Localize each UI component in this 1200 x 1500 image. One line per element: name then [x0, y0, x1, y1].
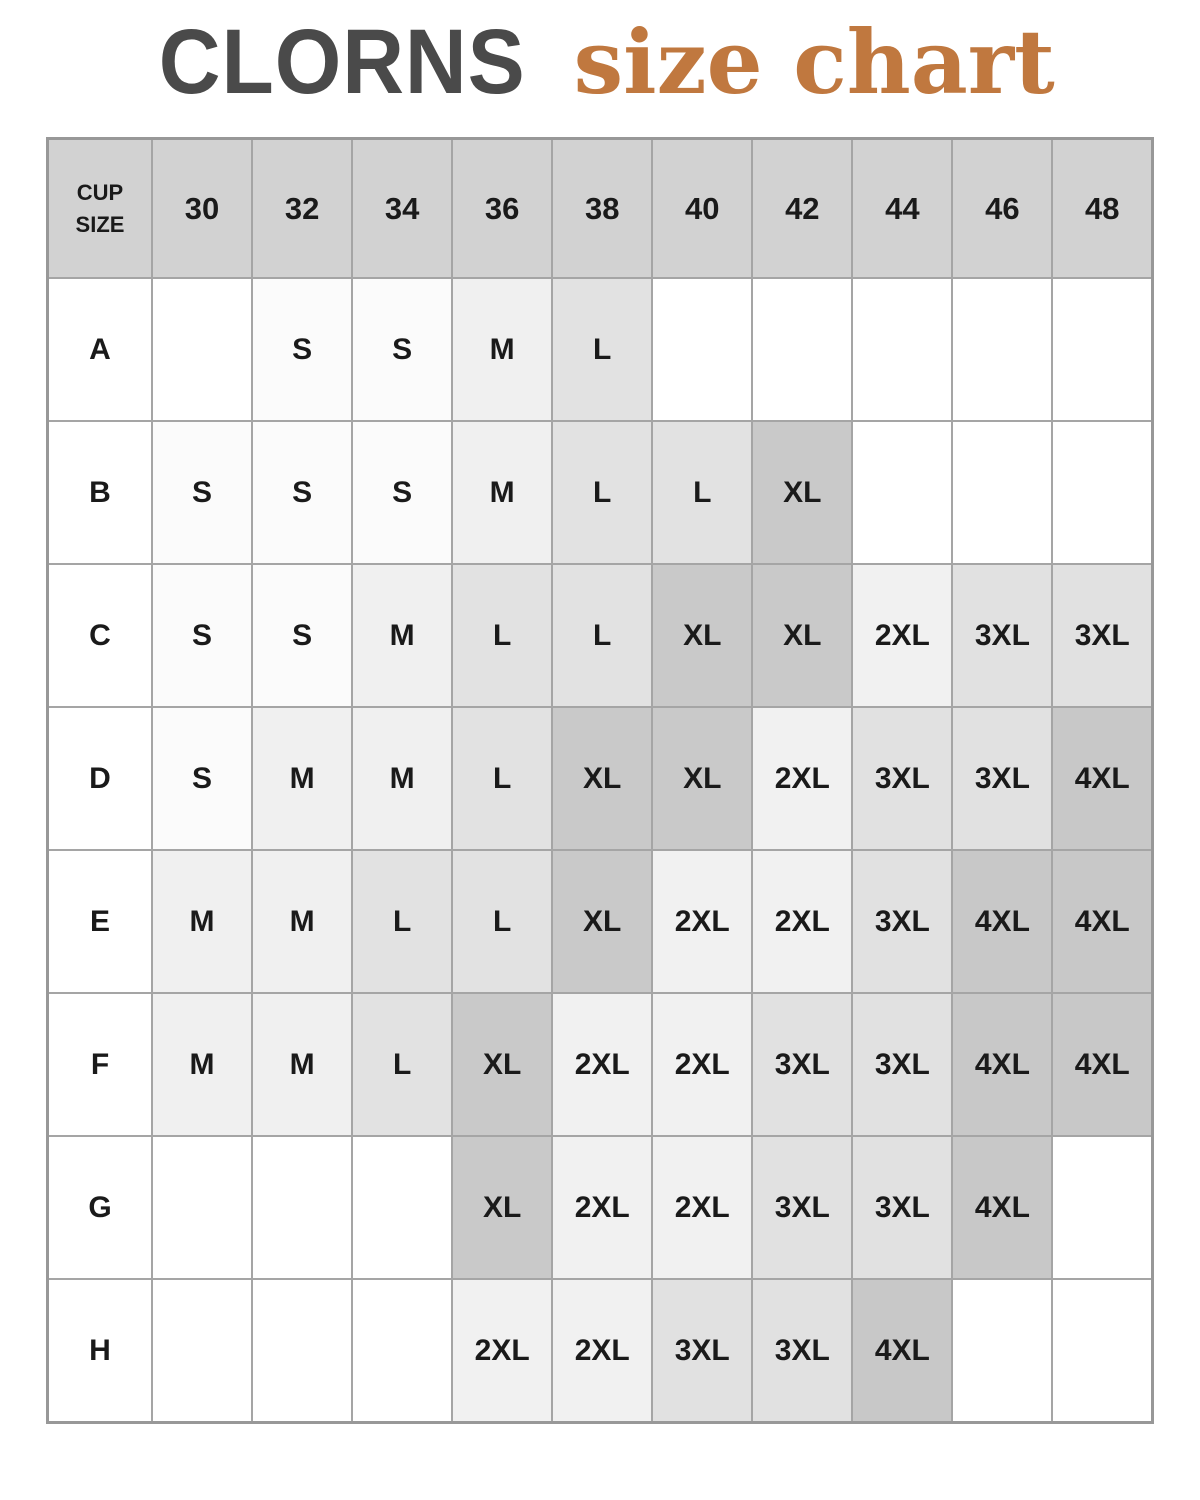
cell-D-38: XL — [552, 707, 652, 850]
cell-C-30: S — [152, 564, 252, 707]
cell-A-42 — [752, 278, 852, 421]
cell-H-42: 3XL — [752, 1279, 852, 1423]
cell-B-38: L — [552, 421, 652, 564]
col-header-40: 40 — [652, 139, 752, 279]
cell-F-32: M — [252, 993, 352, 1136]
cell-C-32: S — [252, 564, 352, 707]
cell-E-30: M — [152, 850, 252, 993]
cell-F-38: 2XL — [552, 993, 652, 1136]
cell-H-36: 2XL — [452, 1279, 552, 1423]
cell-E-38: XL — [552, 850, 652, 993]
cell-G-30 — [152, 1136, 252, 1279]
cell-F-34: L — [352, 993, 452, 1136]
cell-G-34 — [352, 1136, 452, 1279]
cell-D-30: S — [152, 707, 252, 850]
cell-G-46: 4XL — [952, 1136, 1052, 1279]
cell-F-46: 4XL — [952, 993, 1052, 1136]
size-row-A — [48, 278, 1153, 421]
cell-D-40: XL — [652, 707, 752, 850]
size-row-H — [48, 1279, 1153, 1423]
page-subtitle: size chart — [573, 10, 1055, 114]
cell-D-44: 3XL — [852, 707, 952, 850]
cell-A-36: M — [452, 278, 552, 421]
col-header-36: 36 — [452, 139, 552, 279]
cell-E-40: 2XL — [652, 850, 752, 993]
cell-A-38: L — [552, 278, 652, 421]
cell-D-46: 3XL — [952, 707, 1052, 850]
cell-H-32 — [252, 1279, 352, 1423]
cell-G-44: 3XL — [852, 1136, 952, 1279]
cell-B-36: M — [452, 421, 552, 564]
cell-H-44: 4XL — [852, 1279, 952, 1423]
cell-H-40: 3XL — [652, 1279, 752, 1423]
cell-G-48 — [1052, 1136, 1152, 1279]
cell-A-40 — [652, 278, 752, 421]
cell-H-46 — [952, 1279, 1052, 1423]
cell-H-48 — [1052, 1279, 1152, 1423]
cell-A-46 — [952, 278, 1052, 421]
size-row-C — [48, 564, 1153, 707]
cell-F-30: M — [152, 993, 252, 1136]
cell-C-48: 3XL — [1052, 564, 1152, 707]
col-header-46: 46 — [952, 139, 1052, 279]
cell-D-42: 2XL — [752, 707, 852, 850]
row-label-E: E — [48, 850, 153, 993]
row-label-G: G — [48, 1136, 153, 1279]
cell-H-34 — [352, 1279, 452, 1423]
cell-E-34: L — [352, 850, 452, 993]
cell-F-48: 4XL — [1052, 993, 1152, 1136]
col-header-44: 44 — [852, 139, 952, 279]
brand-name: CLORNS — [158, 11, 526, 113]
cell-E-48: 4XL — [1052, 850, 1152, 993]
table-body — [48, 278, 1153, 1423]
col-header-42: 42 — [752, 139, 852, 279]
row-label-H: H — [48, 1279, 153, 1423]
size-chart-table — [46, 137, 1154, 1424]
cell-E-42: 2XL — [752, 850, 852, 993]
cell-E-36: L — [452, 850, 552, 993]
cell-A-32: S — [252, 278, 352, 421]
cell-D-36: L — [452, 707, 552, 850]
cell-B-30: S — [152, 421, 252, 564]
cell-E-46: 4XL — [952, 850, 1052, 993]
cell-B-34: S — [352, 421, 452, 564]
cell-B-32: S — [252, 421, 352, 564]
size-row-F — [48, 993, 1153, 1136]
col-header-30: 30 — [152, 139, 252, 279]
cell-D-34: M — [352, 707, 452, 850]
cell-B-44 — [852, 421, 952, 564]
cell-E-44: 3XL — [852, 850, 952, 993]
row-label-D: D — [48, 707, 153, 850]
table-header — [48, 139, 1153, 279]
cell-A-34: S — [352, 278, 452, 421]
cell-B-40: L — [652, 421, 752, 564]
col-header-34: 34 — [352, 139, 452, 279]
row-label-A: A — [48, 278, 153, 421]
row-label-F: F — [48, 993, 153, 1136]
cell-C-40: XL — [652, 564, 752, 707]
cell-C-46: 3XL — [952, 564, 1052, 707]
cell-F-44: 3XL — [852, 993, 952, 1136]
cell-G-36: XL — [452, 1136, 552, 1279]
cell-H-38: 2XL — [552, 1279, 652, 1423]
cell-C-36: L — [452, 564, 552, 707]
cell-A-48 — [1052, 278, 1152, 421]
cell-D-48: 4XL — [1052, 707, 1152, 850]
cell-B-46 — [952, 421, 1052, 564]
cell-G-42: 3XL — [752, 1136, 852, 1279]
cell-G-40: 2XL — [652, 1136, 752, 1279]
page-title — [0, 10, 1200, 115]
corner-cell-cup-size: CUP SIZE — [48, 139, 153, 279]
row-label-B: B — [48, 421, 153, 564]
size-row-D — [48, 707, 1153, 850]
col-header-48: 48 — [1052, 139, 1152, 279]
cell-C-34: M — [352, 564, 452, 707]
cell-G-32 — [252, 1136, 352, 1279]
cell-F-42: 3XL — [752, 993, 852, 1136]
cell-F-40: 2XL — [652, 993, 752, 1136]
row-label-C: C — [48, 564, 153, 707]
cell-B-48 — [1052, 421, 1152, 564]
cell-F-36: XL — [452, 993, 552, 1136]
cell-C-38: L — [552, 564, 652, 707]
header-row — [48, 139, 1153, 279]
cell-A-30 — [152, 278, 252, 421]
cell-C-44: 2XL — [852, 564, 952, 707]
cell-B-42: XL — [752, 421, 852, 564]
cell-C-42: XL — [752, 564, 852, 707]
size-row-G — [48, 1136, 1153, 1279]
cell-H-30 — [152, 1279, 252, 1423]
cell-D-32: M — [252, 707, 352, 850]
size-row-E — [48, 850, 1153, 993]
cell-A-44 — [852, 278, 952, 421]
col-header-32: 32 — [252, 139, 352, 279]
cell-E-32: M — [252, 850, 352, 993]
cell-G-38: 2XL — [552, 1136, 652, 1279]
size-row-B — [48, 421, 1153, 564]
col-header-38: 38 — [552, 139, 652, 279]
